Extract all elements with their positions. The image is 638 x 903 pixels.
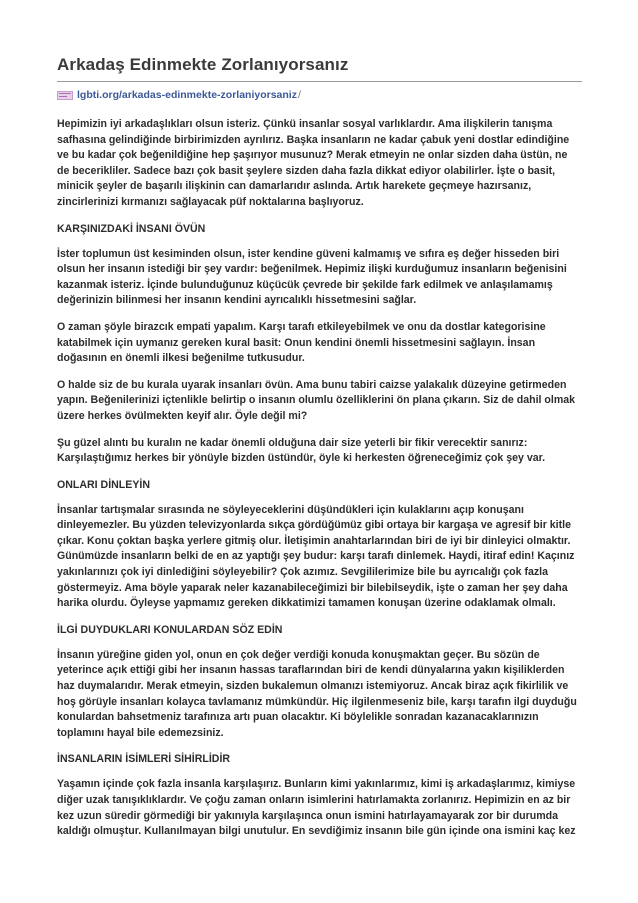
source-link[interactable]: lgbti.org/arkadas-edinmekte-zorlaniyorsaniz [77,89,297,101]
title-divider [57,81,582,82]
paragraph: Hepimizin iyi arkadaşlıkları olsun isteriz. Çünkü insanlar sosyal varlıklardır. Ama ilişkilerin tanışma safhasına gelindiğinde birbirimizden ayrılırız. Başka insanların ne kadar çabuk yeni dostlar edindiğine ve bu kadar çok beğenildiğine hep şaşırıyor musunuz? Merak etmeyin ne onlar sizden daha üstün, ne de becerikliler. Sadece bazı çok basit şeylere sizden daha fazla dikkat ediyor olabilirler. İşte o basit, minicik şeyler de başarılı ilişkinin can damarlarıdır aslında. Artık harekete geçmeye hazırsanız, zincirlerinizi kırmanızı sağlayacak püf noktalarına başlıyoruz. [57,118,570,208]
source-link-trailing: / [297,89,301,101]
article-body [57,117,582,840]
paragraph: O halde siz de bu kurala uyarak insanları övün. Ama bunu tabiri caizse yalakalık düzeyine getirmeden yapın. Beğenilerinizi içtenlikle belirtip o insanın olumlu özelliklerini ön plana çıkarın. Siz de dahil olmak üzere herkes övülmekten keyif alır. Öyle değil mi? [57,378,576,422]
section-heading: KARŞINIZDAKİ İNSANI ÖVÜN [57,222,206,235]
paragraph: Yaşamın içinde çok fazla insanla karşılaşırız. Bunların kimi yakınlarımız, kimi iş arkadaşlarımız, kimiyse diğer uzak tanışıklıklardır. Ve çoğu zaman onların isimlerini hatırlamakta zorlanırız. Hepimizin en az bir kez uzun süredir görmediği bir yakınıyla karşılaşınca onun ismini hatırlayamayarak zor bir durumda kaldığı olmuştur. Kullanılmayan bilgi unutulur. En sevdiğimiz insanın bile gün içinde ona ismini kaç kez [57,778,576,838]
paragraph: O zaman şöyle birazcık empati yapalım. Karşı tarafı etkileyebilmek ve onu da dostlar kategorisine katabilmek için uymanız gereken kural basit: Onun kendini önemli hissetmesini sağlayın. İnsan doğasının en önemli ilkesi beğenilme tutkusudur. [57,320,546,365]
article-page [57,54,582,851]
paragraph: Şu güzel alıntı bu kuralın ne kadar önemli olduğuna dair size yeterli bir fikir verecektir sanırız: Karşılaştığımız herkes bir yönüyle bizden üstündür, öyle ki herkesten öğreneceğimiz çok şey var. [57,436,546,465]
paragraph: İnsanın yüreğine giden yol, onun en çok değer verdiği konuda konuşmaktan geçer. Bu sözün de yeterince açık ettiği gibi her insanın hassas taraflarından biri de kendi dünyalarına yakın kişiliklerden haz duymalarıdır. Merak etmeyin, sizden bukalemun olmanızı istemiyoruz. Ancak biraz açık fikirlilik ve hoş görüyle insanları kolayca tavlamanız mümkündür. Hiç ilgilenmeseniz bile, karşı tarafın ilgi duyduğu konulardan bahsetmeniz tarafınıza artı puan olacaktır. Ki böylelikle sonradan kazanacaklarınızın toplamını hayal bile edemezsiniz. [57,648,577,739]
section-heading: İLGİ DUYDUKLARI KONULARDAN SÖZ EDİN [57,623,283,636]
page-title: Arkadaş Edinmekte Zorlanıyorsanız [57,55,349,74]
section-heading: İNSANLARIN İSİMLERİ SİHİRLİDİR [57,753,231,766]
paragraph: İnsanlar tartışmalar sırasında ne söyleyeceklerini düşündükleri için kulaklarını açıp konuşanı dinleyemezler. Bu yüzden televizyonlarda sıkça gördüğümüz gibi ortaya bir kargaşa ve agresif bir kitle çıkar. Konu çoktan başka yerlere gitmiş olur. İletişimin anahtarlarından biri de iyi bir dinleyici olmaktır. Günümüzde insanların belki de en az yaptığı şey budur: karşı tarafı dinlemek. Haydi, itiraf edin! Kaçınız yakınlarınızı çok iyi dinlediğini söyleyebilir? Çok azımız. Sevgililerimize bile bu ayrıcalığı çok fazla göstermeyiz. Ama böyle yaparak neler kazanabileceğimizi bir bilebilseydik, işte o zaman her şey daha harika olurdu. Öyleyse yapmamız gereken dikkatimizi tamamen konuşan üzerine odaklamak olmalı. [57,503,575,610]
paragraph: İster toplumun üst kesiminden olsun, ister kendine güveni kalmamış ve sıfıra eş değer hisseden biri olsun her insanın istediği bir şey vardır: beğenilmek. Hepimiz ilişki kurduğumuz insanların beğenisini kazanmak isteriz. İçinde bulunduğunuz küçücük çevrede bir şekilde fark edilmek ve anlaşılamamış değerinizin bilinmesi her insanın kendini ayrıcalıklı hissetmesini sağlar. [57,247,567,307]
blog-favicon-icon [57,90,73,101]
source-line [57,88,582,102]
section-heading: ONLARI DİNLEYİN [57,478,150,491]
